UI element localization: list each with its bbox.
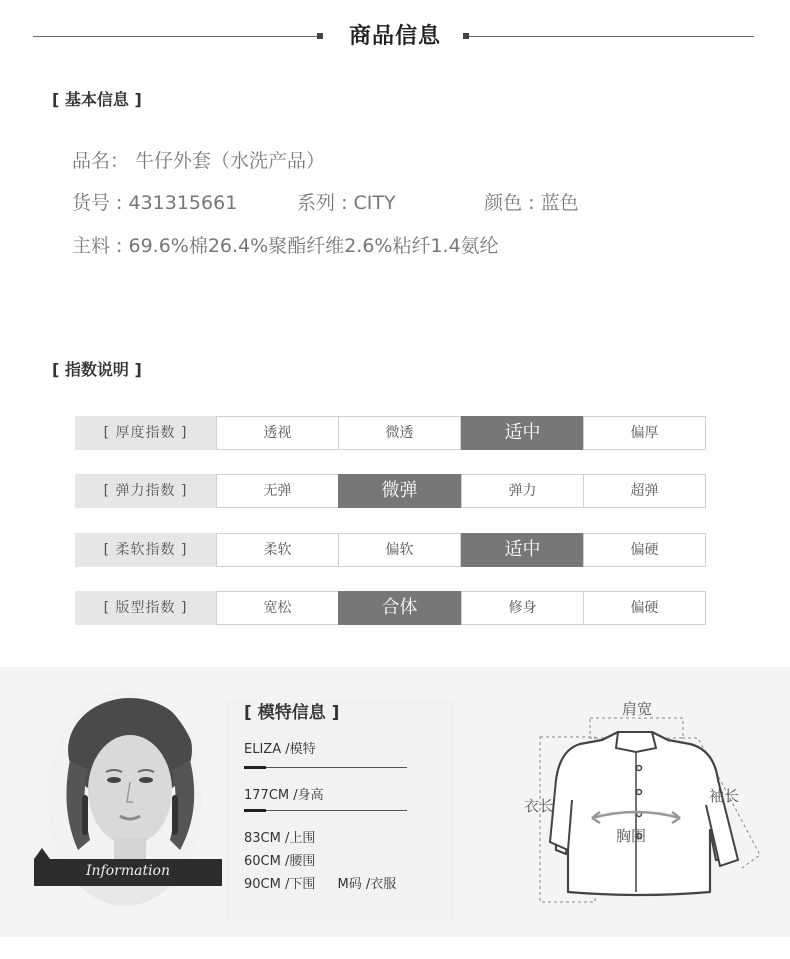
model-waist-line bbox=[244, 850, 315, 869]
index-option: 修身 bbox=[461, 591, 584, 625]
index-option-selected: 适中 bbox=[461, 533, 584, 567]
model-height-line bbox=[244, 784, 324, 803]
index-option: 偏软 bbox=[338, 533, 461, 567]
model-hip: 90CM bbox=[244, 877, 281, 892]
product-series: 系列 : CITY bbox=[297, 192, 396, 214]
index-option: 柔软 bbox=[216, 533, 339, 567]
index-row bbox=[75, 416, 707, 450]
divider-1-accent bbox=[244, 766, 266, 769]
model-waist: 60CM bbox=[244, 854, 281, 869]
index-option: 宽松 bbox=[216, 591, 339, 625]
index-row bbox=[75, 474, 707, 508]
divider-2-accent bbox=[244, 809, 266, 812]
model-info-title: [ 模特信息 ] bbox=[244, 703, 340, 723]
chest-label: 胸围 bbox=[616, 827, 647, 845]
header-dot-left bbox=[317, 33, 323, 39]
model-bust-line bbox=[244, 827, 315, 846]
index-row bbox=[75, 533, 707, 567]
index-option: 微透 bbox=[338, 416, 461, 450]
garment-length-label: 衣长 bbox=[524, 797, 555, 815]
model-bust: 83CM bbox=[244, 831, 281, 846]
basic-info-title: [ 基本信息 ] bbox=[52, 90, 142, 109]
model-height-suffix: /身高 bbox=[293, 788, 324, 803]
product-sku: 货号 : 431315661 bbox=[72, 192, 238, 214]
index-option: 超弹 bbox=[583, 474, 706, 508]
index-option: 无弹 bbox=[216, 474, 339, 508]
model-name-line bbox=[244, 738, 316, 757]
index-option-selected: 合体 bbox=[338, 591, 461, 625]
index-row-label: [ 弹力指数 ] bbox=[75, 474, 216, 508]
model-bust-suffix: /上围 bbox=[284, 831, 316, 846]
product-material: 主料 : 69.6%棉26.4%聚酯纤维2.6%粘纤1.4氨纶 bbox=[72, 235, 499, 257]
information-badge-text: Information bbox=[85, 863, 171, 879]
index-row-label: [ 版型指数 ] bbox=[75, 591, 216, 625]
model-name-suffix: /模特 bbox=[285, 742, 316, 757]
model-name: ELIZA bbox=[244, 742, 282, 757]
index-title: [ 指数说明 ] bbox=[52, 360, 142, 379]
shirt-measurement-diagram bbox=[520, 710, 780, 910]
badge-tab bbox=[34, 848, 50, 859]
product-name: 品名： 牛仔外套（水洗产品） bbox=[72, 150, 326, 172]
model-hip-size-line bbox=[244, 873, 396, 892]
model-size: M码 bbox=[337, 877, 362, 892]
sku-series-color-line bbox=[72, 188, 579, 215]
model-size-suffix: /衣服 bbox=[365, 877, 397, 892]
header-rule-right bbox=[469, 36, 754, 37]
index-option: 偏硬 bbox=[583, 591, 706, 625]
header-rule-left bbox=[33, 36, 318, 37]
index-option: 偏厚 bbox=[583, 416, 706, 450]
shoulder-width-label: 肩宽 bbox=[622, 700, 653, 718]
page-title: 商品信息 bbox=[348, 24, 441, 49]
model-hip-suffix: /下围 bbox=[284, 877, 316, 892]
index-option: 弹力 bbox=[461, 474, 584, 508]
index-row-label: [ 厚度指数 ] bbox=[75, 416, 216, 450]
index-row bbox=[75, 591, 707, 625]
index-option-selected: 适中 bbox=[461, 416, 584, 450]
index-option: 偏硬 bbox=[583, 533, 706, 567]
index-option: 透视 bbox=[216, 416, 339, 450]
index-row-label: [ 柔软指数 ] bbox=[75, 533, 216, 567]
model-waist-suffix: /腰围 bbox=[284, 854, 316, 869]
divider-2 bbox=[244, 810, 407, 811]
divider-1 bbox=[244, 767, 407, 768]
model-height: 177CM bbox=[244, 788, 290, 803]
product-color: 颜色 : 蓝色 bbox=[484, 192, 579, 214]
index-option-selected: 微弹 bbox=[338, 474, 461, 508]
sleeve-length-label: 袖长 bbox=[709, 787, 740, 805]
